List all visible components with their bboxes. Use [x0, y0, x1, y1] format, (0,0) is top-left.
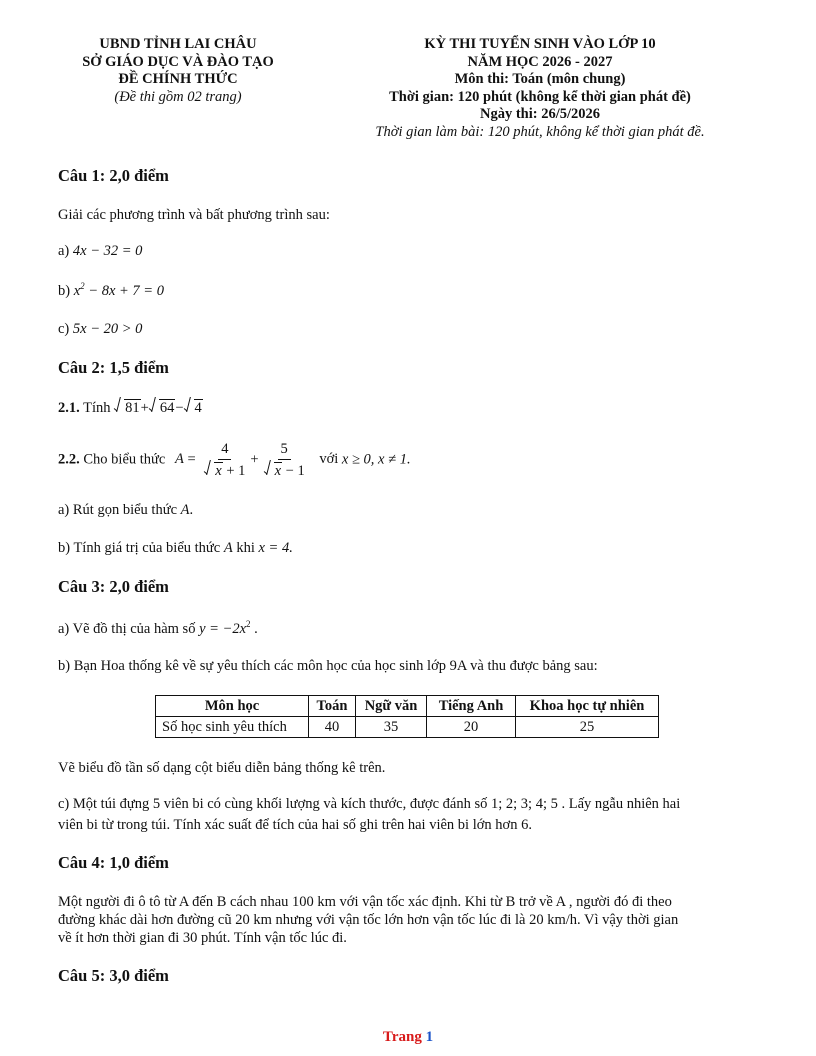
question-3-title: Câu 3: 2,0 điểm	[58, 577, 169, 596]
question-4-line-2: đường khác dài hơn đường cũ 20 km nhưng với vận tốc lớn hơn vận tốc lúc đi là 20 km/h. Vì vậy thời gian	[58, 912, 679, 928]
question-1a: a) 4x − 32 = 0	[58, 243, 143, 259]
header-right	[340, 36, 740, 141]
table-cell: 35	[356, 717, 427, 738]
condition: x ≥ 0, x ≠ 1.	[341, 451, 411, 468]
statistics-table	[155, 695, 659, 738]
question-2-2a: a) Rút gọn biểu thức A.	[58, 502, 194, 518]
page-count-note: (Đề thi gồm 02 trang)	[114, 88, 242, 105]
question-4-title: Câu 4: 1,0 điểm	[58, 853, 169, 872]
equation-1b: − 8x + 7 = 0	[88, 283, 164, 299]
table-cell: 25	[516, 717, 659, 738]
inequality-1c: 5x − 20 > 0	[72, 321, 143, 337]
table-header: Khoa học tự nhiên	[516, 696, 659, 717]
question-2-2: 2.2. Cho biểu thức A = $\frac{4}{x + 1}$ + $\frac{5}{x - 1}$ với x ≥ 0, x ≠ 1.	[58, 441, 411, 479]
exam-title: KỲ THI TUYỂN SINH VÀO LỚP 10	[424, 36, 656, 52]
question-3b: b) Bạn Hoa thống kê về sự yêu thích các môn học của học sinh lớp 9A và thu được bảng sau:	[58, 658, 598, 674]
table-header: Ngữ văn	[356, 696, 427, 717]
duration: Thời gian: 120 phút (không kể thời gian phát đề)	[389, 88, 691, 105]
fraction-term-1: $\frac{4}{x + 1}$	[201, 440, 248, 480]
question-3a: a) Vẽ đồ thị của hàm số $y = -2x^2$ .	[58, 619, 258, 637]
question-2-2b: b) Tính giá trị của biểu thức A khi x = 4.	[58, 540, 293, 556]
table-header: Toán	[309, 696, 356, 717]
page-footer	[0, 1029, 816, 1046]
time-note: Thời gian làm bài: 120 phút, không kể thời gian phát đề.	[375, 123, 705, 140]
question-3c-line-1: c) Một túi đựng 5 viên bi có cùng khối lượng và kích thước, được đánh số 1; 2; 3; 4; 5 . Lấy ngẫu nhiên hai	[58, 796, 681, 812]
question-4-line-1: Một người đi ô tô từ A đến B cách nhau 100 km với vận tốc xác định. Khi từ B trở về A , người đó đi theo	[58, 894, 672, 910]
question-1-intro: Giải các phương trình và bất phương trình sau:	[58, 207, 330, 223]
question-5-title: Câu 5: 3,0 điểm	[58, 966, 169, 985]
school-year: NĂM HỌC 2026 - 2027	[467, 53, 613, 70]
sqrt-expression: 81+ 64− 4	[114, 400, 203, 416]
question-1-title: Câu 1: 2,0 điểm	[58, 166, 169, 185]
table-cell: 40	[309, 717, 356, 738]
question-3c-line-2: viên bi từ trong túi. Tính xác suất để tích của hai số ghi trên hai viên bi lớn hơn 6.	[58, 817, 532, 833]
question-3b-task: Vẽ biểu đồ tần số dạng cột biểu diễn bảng thống kê trên.	[58, 760, 386, 776]
table-cell: 20	[427, 717, 516, 738]
function-expression: y = −2x	[199, 621, 247, 637]
table-cell: Số học sinh yêu thích	[156, 717, 309, 738]
question-2-title: Câu 2: 1,5 điểm	[58, 358, 169, 377]
header-left	[40, 36, 316, 106]
question-1b: b) $x^2 - 8x + 7 = 0$	[58, 281, 164, 299]
table-header: Tiếng Anh	[427, 696, 516, 717]
question-2-1: 2.1. Tính 81+ 64− 4	[58, 400, 202, 416]
authority-name: UBND TỈNH LAI CHÂU	[99, 36, 257, 52]
table-header-row	[156, 696, 659, 717]
official-label: ĐỀ CHÍNH THỨC	[118, 71, 238, 87]
table-header: Môn học	[156, 696, 309, 717]
question-1c: c) 5x − 20 > 0	[58, 321, 143, 337]
fraction-term-2: $\frac{5}{x - 1}$	[261, 440, 308, 480]
exam-date: Ngày thi: 26/5/2026	[479, 106, 601, 122]
question-4-line-3: về ít hơn thời gian đi 30 phút. Tính vận tốc lúc đi.	[58, 930, 347, 946]
table-row	[156, 717, 659, 738]
department-name: SỞ GIÁO DỤC VÀ ĐÀO TẠO	[82, 53, 274, 70]
equation-1a: 4x − 32 = 0	[72, 243, 143, 259]
page-number: 1	[425, 1029, 434, 1045]
page-label: Trang	[382, 1029, 422, 1045]
subject: Môn thi: Toán (môn chung)	[454, 71, 626, 87]
